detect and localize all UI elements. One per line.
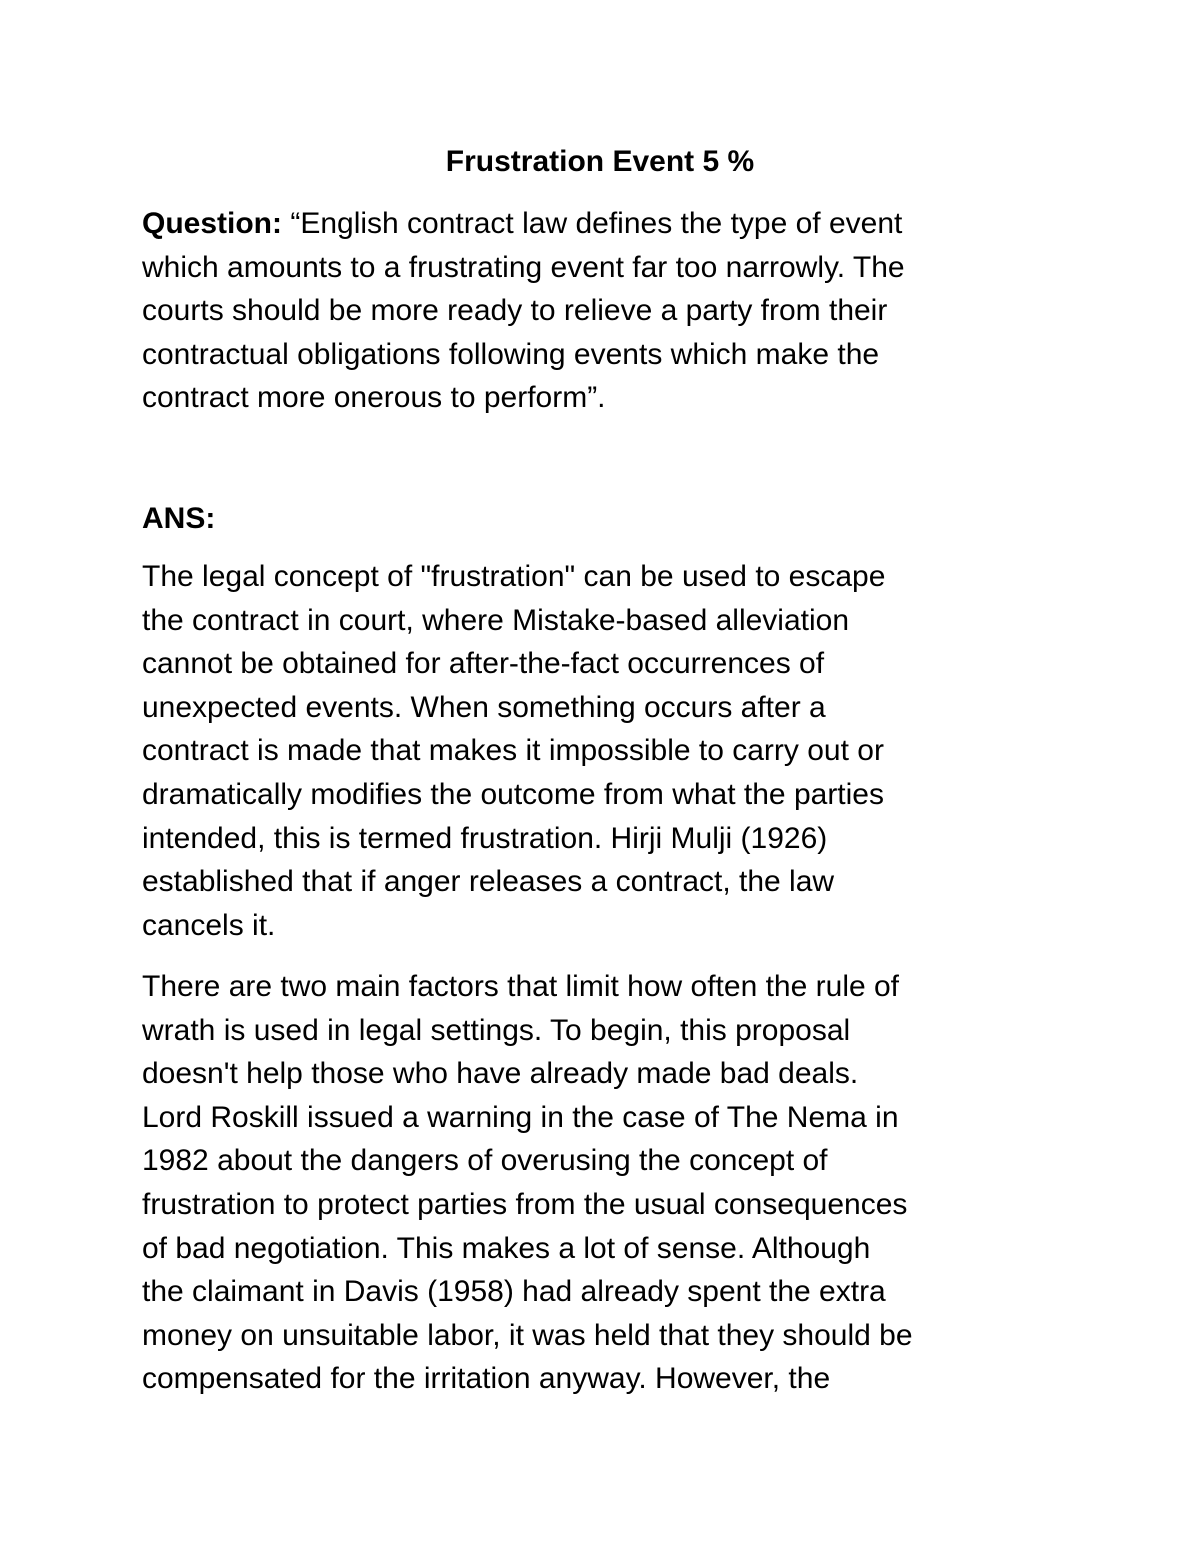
question-line: courts should be more ready to relieve a party from their: [142, 294, 888, 328]
question-line: contractual obligations following events which make the: [142, 337, 880, 371]
paragraph-line: unexpected events. When something occurs after a: [142, 690, 826, 724]
answer-paragraph-2: [142, 965, 1072, 1401]
paragraph-line: of bad negotiation. This makes a lot of sense. Although: [142, 1231, 871, 1265]
question-label: Question:: [142, 207, 282, 240]
question-paragraph: [142, 202, 1072, 420]
paragraph-line: the claimant in Davis (1958) had already spent the extra: [142, 1275, 886, 1309]
paragraph-line: The legal concept of "frustration" can be used to escape: [142, 560, 886, 593]
paragraph-line: contract is made that makes it impossible to carry out or: [142, 734, 884, 768]
paragraph-line: the contract in court, where Mistake-based alleviation: [142, 603, 850, 637]
paragraph-line: frustration to protect parties from the usual consequences: [142, 1187, 908, 1221]
paragraph-line: cancels it.: [142, 908, 276, 942]
paragraph-line: doesn't help those who have already made bad deals.: [142, 1057, 859, 1091]
paragraph-line: wrath is used in legal settings. To begin, this proposal: [142, 1013, 851, 1047]
paragraph-line: compensated for the irritation anyway. However, the: [142, 1362, 831, 1396]
question-line: contract more onerous to perform”.: [142, 381, 606, 415]
document-title: Frustration Event 5 %: [445, 145, 755, 178]
paragraph-line: Lord Roskill issued a warning in the case of The Nema in: [142, 1100, 899, 1134]
answer-paragraph-1: [142, 555, 1072, 947]
paragraph-line: dramatically modifies the outcome from what the parties: [142, 777, 884, 811]
question-line: [142, 202, 1072, 246]
paragraph-line: 1982 about the dangers of overusing the concept of: [142, 1144, 828, 1178]
paragraph-line: money on unsuitable labor, it was held that they should be: [142, 1318, 913, 1352]
paragraph-line: intended, this is termed frustration. Hirji Mulji (1926): [142, 821, 828, 855]
question-text: “English contract law defines the type of event: [282, 207, 903, 240]
question-line: which amounts to a frustrating event far too narrowly. The: [142, 250, 905, 284]
answer-heading: ANS:: [142, 502, 216, 535]
paragraph-line: There are two main factors that limit how often the rule of: [142, 970, 900, 1003]
paragraph-line: cannot be obtained for after-the-fact occurrences of: [142, 647, 825, 681]
paragraph-line: established that if anger releases a contract, the law: [142, 865, 835, 899]
